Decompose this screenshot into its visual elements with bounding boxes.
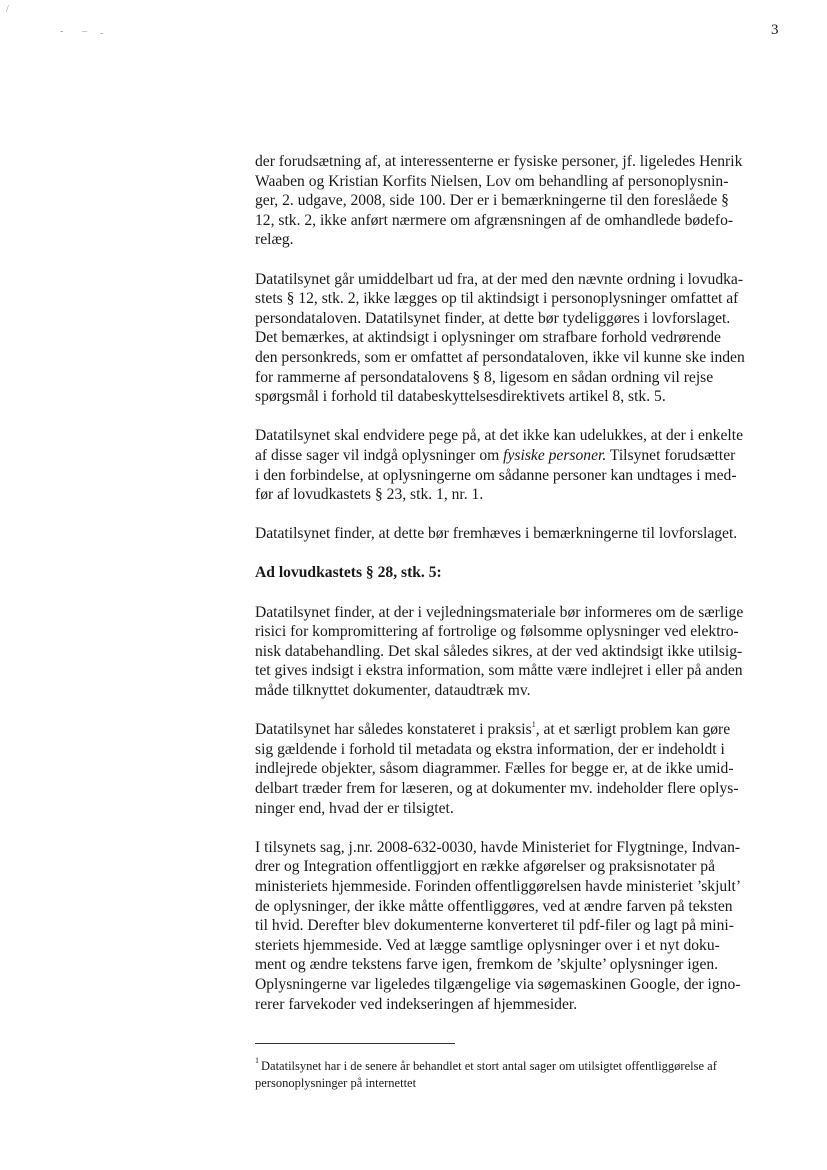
paragraph bbox=[255, 603, 790, 701]
page-number: 3 bbox=[771, 22, 779, 38]
section-heading: Ad lovudkastets § 28, stk. 5: bbox=[255, 564, 442, 582]
paragraph bbox=[255, 720, 790, 818]
text-line: Oplysningerne var ligeledes tilgængelige via søgemaskinen Google, der igno- bbox=[255, 975, 741, 993]
text-line: nisk databehandling. Det skal således sikres, at der ved aktindsigt ikke utilsig- bbox=[255, 642, 743, 660]
text-line: rerer farvekoder ved indekseringen af hjemmesider. bbox=[255, 995, 578, 1013]
text-line: ment og ændre tekstens farve igen, fremkom de ’skjulte’ oplysninger igen. bbox=[255, 956, 719, 974]
text-line: i den forbindelse, at oplysningerne om sådanne personer kan undtages i med- bbox=[255, 466, 737, 484]
footnote bbox=[255, 1058, 790, 1092]
text-line: sig gældende i forhold til metadata og ekstra information, der er indeholdt i bbox=[255, 740, 725, 758]
paragraph bbox=[255, 838, 790, 1014]
text-line: for rammerne af persondatalovens § 8, ligesom en sådan ordning vil rejse bbox=[255, 368, 714, 386]
scan-artifact: - bbox=[100, 28, 104, 39]
text-line: den personkreds, som er omfattet af persondataloven, ikke vil kunne ske inden bbox=[255, 348, 745, 366]
italic-emphasis: fysiske personer. bbox=[503, 446, 607, 464]
text-line: Datatilsynet skal endvidere pege på, at det ikke kan udelukkes, at der i enkelte bbox=[255, 427, 743, 445]
text-line: indlejrede objekter, såsom diagrammer. Fælles for begge er, at de ikke umid- bbox=[255, 760, 734, 778]
footnote-line: personoplysninger på internettet bbox=[255, 1076, 417, 1090]
scan-artifact: / bbox=[6, 4, 9, 15]
paragraph bbox=[255, 524, 790, 544]
paragraph bbox=[255, 270, 790, 407]
footnote-reference[interactable]: 1 bbox=[531, 720, 536, 730]
letter-body bbox=[255, 152, 790, 1034]
text-line: tet gives indsigt i ekstra information, som måtte være indlejret i eller på anden bbox=[255, 662, 743, 680]
text-line: drer og Integration offentliggjort en række afgørelser og praksisnotater på bbox=[255, 858, 716, 876]
text-line: de oplysninger, der ikke måtte offentliggøres, ved at ændre farven på teksten bbox=[255, 897, 733, 915]
text-line: der forudsætning af, at interessenterne er fysiske personer, jf. ligeledes Henrik bbox=[255, 153, 743, 170]
text-line: relæg. bbox=[255, 231, 294, 249]
footnote-separator bbox=[255, 1043, 455, 1044]
text-line: Waaben og Kristian Korfits Nielsen, Lov om behandling af personoplysnin- bbox=[255, 172, 729, 190]
text-line: spørgsmål i forhold til databeskyttelsesdirektivets artikel 8, stk. 5. bbox=[255, 388, 666, 406]
text-segment: af disse sager vil indgå oplysninger om bbox=[255, 446, 500, 464]
text-line: ger, 2. udgave, 2008, side 100. Der er i bemærkningerne til den foreslåede § bbox=[255, 192, 729, 210]
text-line: til hvid. Derefter blev dokumenterne konverteret til pdf-filer og lagt på mini- bbox=[255, 917, 734, 935]
text-segment: , at et særligt problem kan gøre bbox=[535, 721, 731, 739]
paragraph bbox=[255, 152, 790, 250]
footnote-line: Datatilsynet har i de senere år behandlet et stort antal sager om utilsigtet offentliggørelse af bbox=[261, 1059, 717, 1073]
text-segment: Datatilsynet har således konstateret i praksis bbox=[255, 721, 532, 739]
text-line: delbart træder frem for læseren, og at dokumenter mv. indeholder flere oplys- bbox=[255, 780, 739, 797]
text-line: ninger end, hvad der er tilsigtet. bbox=[255, 799, 454, 817]
text-line: persondataloven. Datatilsynet finder, at dette bør tydeliggøres i lovforslaget. bbox=[255, 309, 731, 327]
text-line: måde tilknyttet dokumenter, dataudtræk mv. bbox=[255, 682, 531, 700]
text-line: risici for kompromittering af fortrolige og følsomme oplysninger ved elektro- bbox=[255, 623, 739, 641]
paragraph bbox=[255, 426, 790, 504]
text-line: steriets hjemmeside. Ved at lægge samtlige oplysninger over i et nyt doku- bbox=[255, 936, 720, 954]
text-line: Datatilsynet går umiddelbart ud fra, at der med den nævnte ordning i lovudka- bbox=[255, 270, 744, 288]
scan-artifact: - bbox=[60, 26, 64, 37]
text-line bbox=[255, 446, 790, 466]
text-line bbox=[255, 720, 790, 740]
text-line: Datatilsynet finder, at der i vejledningsmateriale bør informeres om de særlige bbox=[255, 603, 744, 621]
text-line: Datatilsynet finder, at dette bør fremhæves i bemærkningerne til lovforslaget. bbox=[255, 525, 738, 543]
scan-artifact: – bbox=[82, 26, 87, 37]
text-line: før af lovudkastets § 23, stk. 1, nr. 1. bbox=[255, 486, 484, 504]
text-line: stets § 12, stk. 2, ikke lægges op til aktindsigt i personoplysninger omfattet af bbox=[255, 290, 739, 308]
text-line: Det bemærkes, at aktindsigt i oplysninger om strafbare forhold vedrørende bbox=[255, 329, 721, 347]
footnote-number: 1 bbox=[255, 1056, 259, 1065]
text-line: ministeriets hjemmeside. Forinden offentliggørelsen havde ministeriet ’skjult’ bbox=[255, 877, 742, 895]
text-line: I tilsynets sag, j.nr. 2008-632-0030, havde Ministeriet for Flygtninge, Indvan- bbox=[255, 838, 741, 856]
text-line: 12, stk. 2, ikke anført nærmere om afgrænsningen af de omhandlede bødefo- bbox=[255, 211, 734, 229]
text-segment: Tilsynet forudsætter bbox=[606, 446, 736, 464]
